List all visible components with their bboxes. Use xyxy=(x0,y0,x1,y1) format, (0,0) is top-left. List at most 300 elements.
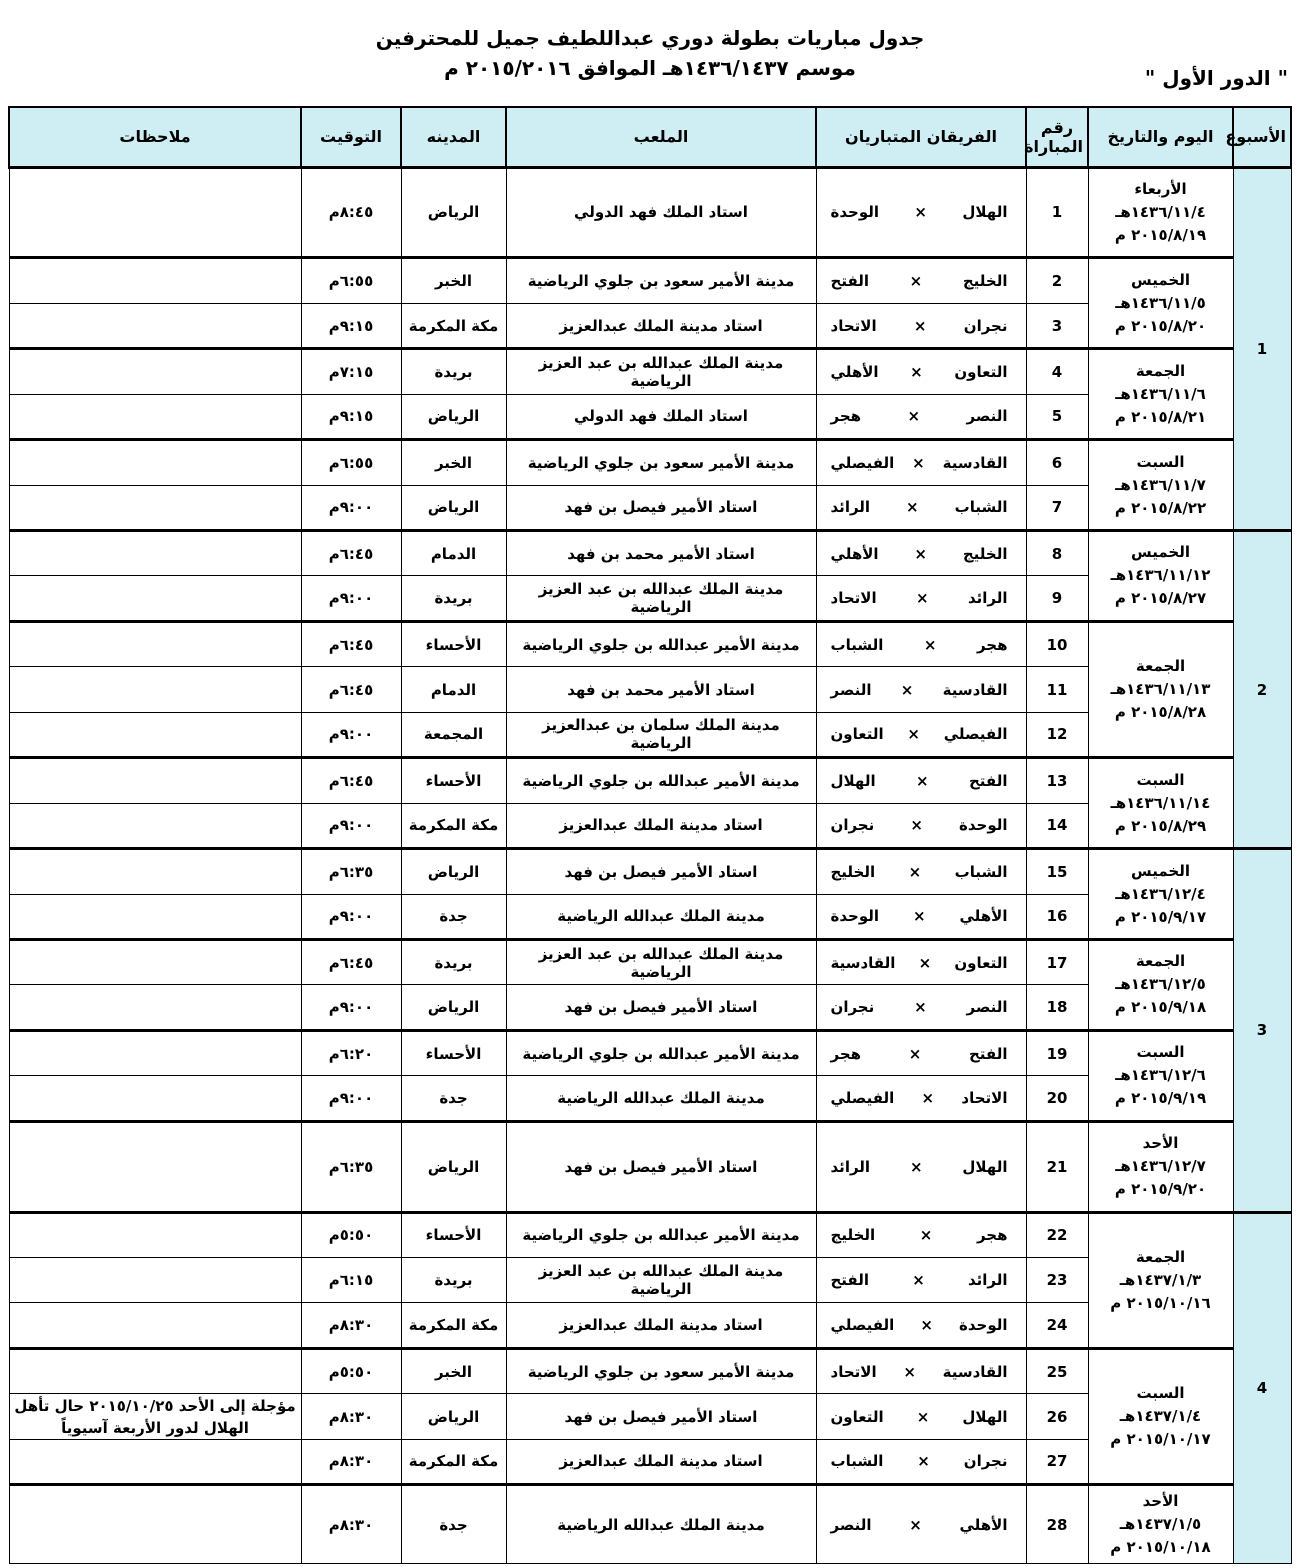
table-row xyxy=(9,1030,1291,1075)
match-teams xyxy=(816,849,1026,894)
day-name: السبت xyxy=(1136,1043,1185,1062)
city: جدة xyxy=(401,894,506,939)
stadium: استاد الأمير فيصل بن فهد xyxy=(506,1121,816,1212)
hijri-date: ١٤٣٦/١١/٤هـ xyxy=(1115,202,1206,221)
away-team: الاتحاد xyxy=(830,589,877,608)
col-week-header: الأسبوع xyxy=(1233,107,1291,167)
gregorian-date: ٢٠١٥/١٠/١٨ م xyxy=(1110,1538,1211,1557)
stadium: استاد مدينة الملك عبدالعزيز xyxy=(506,1303,816,1348)
away-team: الوحدة xyxy=(830,203,880,222)
match-date xyxy=(1088,849,1233,940)
city: مكة المكرمة xyxy=(401,803,506,848)
kickoff-time: ٦:٣٥م xyxy=(301,849,401,894)
stadium: استاد مدينة الملك عبدالعزيز xyxy=(506,303,816,348)
table-row xyxy=(9,531,1291,576)
stadium: مدينة الأمير عبدالله بن جلوي الرياضية xyxy=(506,1212,816,1257)
kickoff-time: ٩:٠٠م xyxy=(301,803,401,848)
notes xyxy=(9,576,301,621)
versus-icon: × xyxy=(903,1362,916,1381)
gregorian-date: ٢٠١٥/٩/١٩ م xyxy=(1114,1089,1207,1108)
week-number: 4 xyxy=(1233,1212,1291,1563)
home-team: الخليج xyxy=(962,272,1008,291)
stadium: استاد الأمير فيصل بن فهد xyxy=(506,849,816,894)
table-row xyxy=(9,758,1291,803)
stadium: مدينة الأمير سعود بن جلوي الرياضية xyxy=(506,440,816,485)
table-row xyxy=(9,1485,1291,1564)
notes xyxy=(9,303,301,348)
week-number: 2 xyxy=(1233,531,1291,849)
city: الرياض xyxy=(401,985,506,1030)
notes xyxy=(9,1076,301,1121)
versus-icon: × xyxy=(909,1157,923,1176)
match-number: 3 xyxy=(1026,303,1088,348)
notes xyxy=(9,849,301,894)
hijri-date: ١٤٣٦/١١/٧هـ xyxy=(1115,475,1206,494)
day-name: الخميس xyxy=(1131,861,1190,880)
match-teams xyxy=(816,349,1026,394)
stadium: استاد الملك فهد الدولي xyxy=(506,394,816,439)
gregorian-date: ٢٠١٥/٨/٢٢ م xyxy=(1114,498,1207,517)
match-number: 23 xyxy=(1026,1258,1088,1303)
stadium: استاد مدينة الملك عبدالعزيز xyxy=(506,1439,816,1484)
day-name: الخميس xyxy=(1131,270,1190,289)
gregorian-date: ٢٠١٥/٨/٢٠ م xyxy=(1114,316,1207,335)
kickoff-time: ٦:٥٥م xyxy=(301,440,401,485)
kickoff-time: ٨:٤٥م xyxy=(301,167,401,258)
stadium: مدينة الملك سلمان بن عبدالعزيز الرياضية xyxy=(506,712,816,757)
match-teams xyxy=(816,803,1026,848)
away-team: النصر xyxy=(830,680,872,699)
match-teams xyxy=(816,758,1026,803)
kickoff-time: ٦:١٥م xyxy=(301,1258,401,1303)
hijri-date: ١٤٣٧/١/٤هـ xyxy=(1119,1407,1202,1426)
versus-icon: × xyxy=(909,1515,922,1534)
match-date xyxy=(1088,758,1233,849)
stadium: استاد مدينة الملك عبدالعزيز xyxy=(506,803,816,848)
match-date xyxy=(1088,1485,1233,1564)
kickoff-time: ٥:٥٠م xyxy=(301,1348,401,1393)
col-stadium-header: الملعب xyxy=(506,107,816,167)
col-teams-header: الفريقان المتباريان xyxy=(816,107,1026,167)
versus-icon: × xyxy=(900,680,914,699)
match-date xyxy=(1088,1121,1233,1212)
home-team: الوحدة xyxy=(958,1316,1008,1335)
away-team: الأهلي xyxy=(830,362,879,381)
home-team: الاتحاد xyxy=(961,1088,1008,1107)
away-team: الاتحاد xyxy=(830,316,877,335)
kickoff-time: ٨:٣٠م xyxy=(301,1303,401,1348)
match-teams xyxy=(816,621,1026,666)
versus-icon: × xyxy=(914,203,927,222)
versus-icon: × xyxy=(918,953,932,972)
notes xyxy=(9,440,301,485)
match-number: 26 xyxy=(1026,1394,1088,1439)
versus-icon: × xyxy=(910,816,923,835)
table-row xyxy=(9,849,1291,894)
table-row xyxy=(9,349,1291,394)
notes: مؤجلة إلى الأحد ٢٠١٥/١٠/٢٥ حال تأهل الهلال لدور الأربعة آسيوياً xyxy=(9,1394,301,1439)
versus-icon: × xyxy=(907,407,921,426)
away-team: القادسية xyxy=(830,953,896,972)
hijri-date: ١٤٣٦/١١/١٢هـ xyxy=(1110,566,1211,585)
away-team: الفيصلي xyxy=(830,1088,895,1107)
match-number: 10 xyxy=(1026,621,1088,666)
city: الرياض xyxy=(401,849,506,894)
versus-icon: × xyxy=(912,907,926,926)
table-row xyxy=(9,939,1291,984)
day-name: الخميس xyxy=(1131,543,1190,562)
match-number: 17 xyxy=(1026,939,1088,984)
match-number: 8 xyxy=(1026,531,1088,576)
away-team: الاتحاد xyxy=(830,1362,877,1381)
day-name: الجمعة xyxy=(1135,1247,1186,1266)
col-time-header: التوقيت xyxy=(301,107,401,167)
city: الأحساء xyxy=(401,758,506,803)
match-date xyxy=(1088,531,1233,622)
week-number: 3 xyxy=(1233,849,1291,1213)
away-team: الرائد xyxy=(830,1157,871,1176)
match-teams xyxy=(816,939,1026,984)
match-number: 20 xyxy=(1026,1076,1088,1121)
table-row xyxy=(9,440,1291,485)
match-number: 14 xyxy=(1026,803,1088,848)
stadium: استاد الملك فهد الدولي xyxy=(506,167,816,258)
kickoff-time: ٩:١٥م xyxy=(301,394,401,439)
city: مكة المكرمة xyxy=(401,1439,506,1484)
versus-icon: × xyxy=(917,1452,930,1471)
col-date-header: اليوم والتاريخ xyxy=(1088,107,1233,167)
versus-icon: × xyxy=(923,635,937,654)
day-name: الجمعة xyxy=(1135,361,1186,380)
match-teams xyxy=(816,894,1026,939)
table-row xyxy=(9,1121,1291,1212)
match-number: 19 xyxy=(1026,1030,1088,1075)
table-row xyxy=(9,1348,1291,1393)
home-team: الأهلي xyxy=(959,907,1008,926)
versus-icon: × xyxy=(912,453,925,472)
stadium: مدينة الملك عبدالله بن عبد العزيز الرياضية xyxy=(506,349,816,394)
match-number: 22 xyxy=(1026,1212,1088,1257)
city: الدمام xyxy=(401,531,506,576)
kickoff-time: ٧:١٥م xyxy=(301,349,401,394)
city: مكة المكرمة xyxy=(401,303,506,348)
away-team: الفتح xyxy=(830,1271,870,1290)
day-name: السبت xyxy=(1136,452,1185,471)
match-number: 7 xyxy=(1026,485,1088,530)
city: الدمام xyxy=(401,667,506,712)
match-teams xyxy=(816,1076,1026,1121)
match-date xyxy=(1088,1030,1233,1121)
city: الأحساء xyxy=(401,1030,506,1075)
kickoff-time: ٩:٠٠م xyxy=(301,576,401,621)
notes xyxy=(9,531,301,576)
match-number: 18 xyxy=(1026,985,1088,1030)
hijri-date: ١٤٣٧/١/٣هـ xyxy=(1119,1270,1202,1289)
match-number: 28 xyxy=(1026,1485,1088,1564)
city: الأحساء xyxy=(401,621,506,666)
hijri-date: ١٤٣٦/١١/١٤هـ xyxy=(1110,793,1211,812)
notes xyxy=(9,1303,301,1348)
versus-icon: × xyxy=(907,725,920,744)
city: مكة المكرمة xyxy=(401,1303,506,1348)
hijri-date: ١٤٣٦/١١/٥هـ xyxy=(1115,293,1206,312)
city: الخبر xyxy=(401,440,506,485)
city: بريدة xyxy=(401,1258,506,1303)
notes xyxy=(9,167,301,258)
match-number: 25 xyxy=(1026,1348,1088,1393)
notes xyxy=(9,485,301,530)
match-teams xyxy=(816,394,1026,439)
match-number: 27 xyxy=(1026,1439,1088,1484)
match-teams xyxy=(816,531,1026,576)
match-teams xyxy=(816,1303,1026,1348)
day-name: الأحد xyxy=(1142,1134,1179,1153)
away-team: الفتح xyxy=(830,272,870,291)
versus-icon: × xyxy=(916,1407,930,1426)
match-teams xyxy=(816,1030,1026,1075)
home-team: هجر xyxy=(976,635,1008,654)
hijri-date: ١٤٣٦/١٢/٤هـ xyxy=(1115,884,1206,903)
away-team: الأهلي xyxy=(830,544,879,563)
versus-icon: × xyxy=(919,1226,933,1245)
city: المجمعة xyxy=(401,712,506,757)
stadium: مدينة الملك عبدالله بن عبد العزيز الرياضية xyxy=(506,939,816,984)
kickoff-time: ٨:٣٠م xyxy=(301,1485,401,1564)
home-team: القادسية xyxy=(942,453,1008,472)
home-team: القادسية xyxy=(942,680,1008,699)
match-teams xyxy=(816,1348,1026,1393)
versus-icon: × xyxy=(912,1271,925,1290)
home-team: الشباب xyxy=(954,862,1008,881)
match-number: 1 xyxy=(1026,167,1088,258)
match-number: 4 xyxy=(1026,349,1088,394)
match-date xyxy=(1088,939,1233,1030)
match-teams xyxy=(816,1258,1026,1303)
kickoff-time: ٩:٠٠م xyxy=(301,894,401,939)
match-number: 13 xyxy=(1026,758,1088,803)
match-teams xyxy=(816,1439,1026,1484)
gregorian-date: ٢٠١٥/١٠/١٧ م xyxy=(1110,1430,1211,1449)
stadium: استاد الأمير فيصل بن فهد xyxy=(506,1394,816,1439)
notes xyxy=(9,1030,301,1075)
away-team: هجر xyxy=(830,1044,862,1063)
city: الأحساء xyxy=(401,1212,506,1257)
match-teams xyxy=(816,1485,1026,1564)
table-row xyxy=(9,621,1291,666)
notes xyxy=(9,712,301,757)
gregorian-date: ٢٠١٥/٩/٢٠ م xyxy=(1114,1180,1207,1199)
notes xyxy=(9,894,301,939)
notes xyxy=(9,758,301,803)
match-number: 16 xyxy=(1026,894,1088,939)
away-team: هجر xyxy=(830,407,862,426)
notes xyxy=(9,1485,301,1564)
day-name: السبت xyxy=(1136,770,1185,789)
away-team: نجران xyxy=(830,816,875,835)
notes xyxy=(9,394,301,439)
home-team: الأهلي xyxy=(959,1515,1008,1534)
match-number: 11 xyxy=(1026,667,1088,712)
home-team: الوحدة xyxy=(958,816,1008,835)
home-team: الهلال xyxy=(962,203,1008,222)
match-teams xyxy=(816,985,1026,1030)
col-city-header: المدينه xyxy=(401,107,506,167)
versus-icon: × xyxy=(915,589,929,608)
match-teams xyxy=(816,1394,1026,1439)
home-team: هجر xyxy=(976,1226,1008,1245)
stadium: مدينة الأمير عبدالله بن جلوي الرياضية xyxy=(506,758,816,803)
table-row xyxy=(9,167,1291,258)
kickoff-time: ٩:٠٠م xyxy=(301,712,401,757)
home-team: الهلال xyxy=(962,1157,1008,1176)
away-team: الفيصلي xyxy=(830,453,895,472)
header-row xyxy=(9,107,1291,167)
match-date xyxy=(1088,1348,1233,1484)
stadium: استاد الأمير محمد بن فهد xyxy=(506,531,816,576)
gregorian-date: ٢٠١٥/٨/٢٨ م xyxy=(1114,703,1207,722)
notes xyxy=(9,1258,301,1303)
kickoff-time: ٦:٣٥م xyxy=(301,1121,401,1212)
away-team: الفيصلي xyxy=(830,1316,895,1335)
stadium: استاد الأمير فيصل بن فهد xyxy=(506,985,816,1030)
stadium: مدينة الملك عبدالله الرياضية xyxy=(506,1076,816,1121)
gregorian-date: ٢٠١٥/٩/١٧ م xyxy=(1114,907,1207,926)
city: بريدة xyxy=(401,939,506,984)
city: جدة xyxy=(401,1485,506,1564)
city: الرياض xyxy=(401,394,506,439)
stadium: مدينة الملك عبدالله الرياضية xyxy=(506,894,816,939)
stadium: مدينة الأمير عبدالله بن جلوي الرياضية xyxy=(506,621,816,666)
home-team: النصر xyxy=(966,998,1008,1017)
match-number: 21 xyxy=(1026,1121,1088,1212)
stadium: مدينة الأمير عبدالله بن جلوي الرياضية xyxy=(506,1030,816,1075)
notes xyxy=(9,1212,301,1257)
versus-icon: × xyxy=(909,272,923,291)
kickoff-time: ٩:٠٠م xyxy=(301,1076,401,1121)
stadium: مدينة الأمير سعود بن جلوي الرياضية xyxy=(506,258,816,303)
versus-icon: × xyxy=(921,1088,935,1107)
kickoff-time: ٩:١٥م xyxy=(301,303,401,348)
home-team: الخليج xyxy=(962,544,1008,563)
city: بريدة xyxy=(401,349,506,394)
away-team: الهلال xyxy=(830,771,876,790)
home-team: التعاون xyxy=(954,953,1008,972)
kickoff-time: ٨:٣٠م xyxy=(301,1394,401,1439)
versus-icon: × xyxy=(920,1316,933,1335)
city: الخبر xyxy=(401,1348,506,1393)
versus-icon: × xyxy=(914,998,927,1017)
hijri-date: ١٤٣٦/١١/١٣هـ xyxy=(1110,680,1211,699)
day-name: الجمعة xyxy=(1135,952,1186,971)
home-team: الفتح xyxy=(968,1044,1008,1063)
home-team: الرائد xyxy=(967,589,1008,608)
away-team: التعاون xyxy=(830,725,884,744)
match-number: 12 xyxy=(1026,712,1088,757)
hijri-date: ١٤٣٦/١١/٦هـ xyxy=(1115,384,1206,403)
match-teams xyxy=(816,167,1026,258)
away-team: الرائد xyxy=(830,498,871,517)
kickoff-time: ٦:٤٥م xyxy=(301,621,401,666)
match-date xyxy=(1088,349,1233,440)
notes xyxy=(9,803,301,848)
kickoff-time: ٦:٤٥م xyxy=(301,758,401,803)
home-team: القادسية xyxy=(942,1362,1008,1381)
home-team: الفتح xyxy=(968,771,1008,790)
home-team: الرائد xyxy=(967,1271,1008,1290)
gregorian-date: ٢٠١٥/٩/١٨ م xyxy=(1114,998,1207,1017)
kickoff-time: ٦:٤٥م xyxy=(301,531,401,576)
city: الرياض xyxy=(401,1394,506,1439)
match-date xyxy=(1088,621,1233,757)
day-name: الجمعة xyxy=(1135,657,1186,676)
kickoff-time: ٩:٠٠م xyxy=(301,985,401,1030)
match-date xyxy=(1088,167,1233,258)
home-team: نجران xyxy=(963,316,1008,335)
city: الرياض xyxy=(401,1121,506,1212)
week-number: 1 xyxy=(1233,167,1291,531)
match-teams xyxy=(816,712,1026,757)
stadium: مدينة الملك عبدالله الرياضية xyxy=(506,1485,816,1564)
table-row xyxy=(9,1212,1291,1257)
match-teams xyxy=(816,667,1026,712)
match-date xyxy=(1088,258,1233,349)
home-team: الهلال xyxy=(962,1407,1008,1426)
away-team: النصر xyxy=(830,1515,872,1534)
notes xyxy=(9,1439,301,1484)
city: الرياض xyxy=(401,485,506,530)
city: الخبر xyxy=(401,258,506,303)
city: الرياض xyxy=(401,167,506,258)
schedule-body xyxy=(9,167,1291,1564)
match-number: 5 xyxy=(1026,394,1088,439)
day-name: الأحد xyxy=(1142,1492,1179,1511)
kickoff-time: ٦:٤٥م xyxy=(301,667,401,712)
stadium: مدينة الملك عبدالله بن عبد العزيز الرياضية xyxy=(506,576,816,621)
away-team: الوحدة xyxy=(830,907,880,926)
page-title: جدول مباريات بطولة دوري عبداللطيف جميل للمحترفين xyxy=(375,26,925,50)
away-team: الخليج xyxy=(830,1226,876,1245)
notes xyxy=(9,939,301,984)
notes xyxy=(9,985,301,1030)
match-number: 6 xyxy=(1026,440,1088,485)
table-row xyxy=(9,258,1291,303)
away-team: نجران xyxy=(830,998,875,1017)
match-number: 24 xyxy=(1026,1303,1088,1348)
notes xyxy=(9,1121,301,1212)
versus-icon: × xyxy=(906,498,919,517)
match-number: 2 xyxy=(1026,258,1088,303)
gregorian-date: ٢٠١٥/٨/١٩ م xyxy=(1114,225,1207,244)
gregorian-date: ٢٠١٥/٨/٢٩ م xyxy=(1114,816,1207,835)
match-date xyxy=(1088,1212,1233,1348)
schedule-table xyxy=(8,106,1292,1564)
match-teams xyxy=(816,303,1026,348)
col-notes-header: ملاحظات xyxy=(9,107,301,167)
stadium: استاد الأمير محمد بن فهد xyxy=(506,667,816,712)
hijri-date: ١٤٣٦/١٢/٥هـ xyxy=(1115,975,1206,994)
match-teams xyxy=(816,485,1026,530)
gregorian-date: ٢٠١٥/١٠/١٦ م xyxy=(1110,1293,1211,1312)
versus-icon: × xyxy=(913,316,927,335)
season-subtitle: موسم ١٤٣٦/١٤٣٧هـ الموافق ٢٠١٥/٢٠١٦ م xyxy=(444,56,856,80)
kickoff-time: ٦:٢٠م xyxy=(301,1030,401,1075)
kickoff-time: ٩:٠٠م xyxy=(301,485,401,530)
home-team: الفيصلي xyxy=(943,725,1008,744)
home-team: التعاون xyxy=(954,362,1008,381)
day-name: الأربعاء xyxy=(1134,179,1187,198)
match-teams xyxy=(816,1121,1026,1212)
hijri-date: ١٤٣٦/١٢/٦هـ xyxy=(1115,1066,1206,1085)
